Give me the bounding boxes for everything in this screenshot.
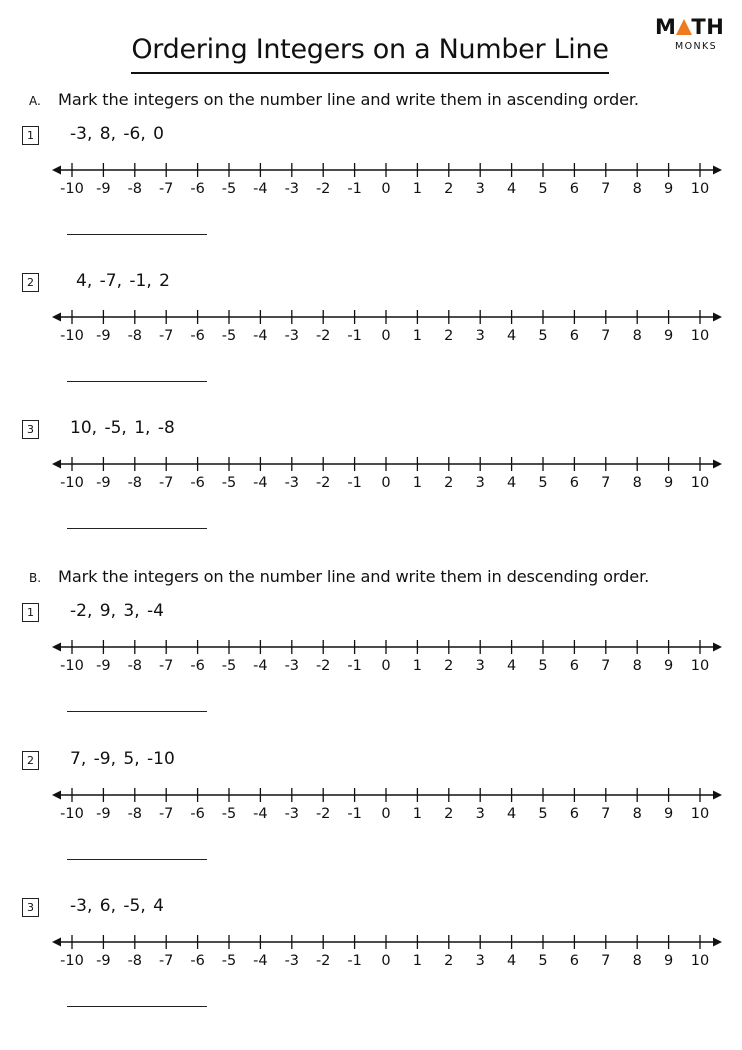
logo-letters-th: TH	[691, 15, 725, 39]
tick-label: 3	[475, 658, 485, 673]
tick-label: 10	[690, 658, 710, 673]
tick-label: 8	[632, 806, 642, 821]
tick-label: 4	[506, 806, 517, 821]
tick-label: -2	[315, 658, 331, 673]
tick-label: 9	[663, 658, 674, 673]
tick-label: 3	[475, 328, 485, 343]
answer-line[interactable]	[67, 381, 207, 382]
tick-label: -8	[127, 475, 143, 490]
tick-label: -3	[284, 475, 300, 490]
tick-label: 8	[632, 181, 642, 196]
tick-label: 7	[601, 328, 611, 343]
tick-label: -3	[284, 328, 300, 343]
tick-label: 0	[381, 658, 391, 673]
tick-label: 10	[690, 806, 710, 821]
tick-label: 4	[506, 328, 517, 343]
tick-label: -5	[221, 658, 237, 673]
tick-label: 2	[444, 475, 454, 490]
tick-label: -5	[221, 328, 237, 343]
tick-label: 1	[412, 475, 423, 490]
tick-label: -5	[221, 475, 237, 490]
tick-label: 2	[444, 658, 454, 673]
tick-label: 9	[663, 953, 674, 968]
tick-label: 1	[412, 181, 423, 196]
arrow-left-icon	[52, 643, 61, 652]
tick-label: -1	[347, 475, 362, 490]
tick-label: 4	[506, 953, 517, 968]
section-letter: B.	[29, 571, 42, 585]
tick-label: 7	[601, 953, 611, 968]
tick-label: 9	[663, 806, 674, 821]
tick-label: 0	[381, 328, 391, 343]
arrow-right-icon	[713, 938, 722, 947]
tick-label: 2	[444, 181, 454, 196]
tick-label: -6	[190, 475, 205, 490]
tick-label: 3	[475, 806, 485, 821]
title-underline	[131, 72, 609, 74]
tick-label: 3	[475, 953, 485, 968]
problem-integers: 7, -9, 5, -10	[70, 749, 175, 769]
tick-label: 4	[506, 181, 517, 196]
tick-label: 6	[569, 658, 580, 673]
tick-label: -4	[253, 328, 268, 343]
tick-label: -6	[190, 328, 205, 343]
tick-label: 10	[690, 328, 710, 343]
answer-line[interactable]	[67, 859, 207, 860]
tick-label: -1	[347, 181, 362, 196]
number-line	[50, 631, 730, 673]
tick-label: 7	[601, 806, 611, 821]
tick-label: -7	[158, 181, 174, 196]
tick-label: 7	[601, 181, 611, 196]
tick-label: 9	[663, 181, 674, 196]
section-a-header	[0, 88, 742, 114]
tick-label: -10	[60, 181, 84, 196]
tick-label: 2	[444, 953, 454, 968]
tick-label: -9	[96, 806, 111, 821]
tick-label: 5	[538, 475, 548, 490]
tick-label: -9	[96, 658, 111, 673]
number-line	[50, 154, 730, 196]
tick-label: -10	[60, 953, 84, 968]
tick-label: -5	[221, 953, 237, 968]
tick-label: 8	[632, 328, 642, 343]
tick-label: 4	[506, 658, 517, 673]
tick-label: 9	[663, 475, 674, 490]
tick-label: 1	[412, 328, 423, 343]
tick-label: -2	[315, 328, 331, 343]
tick-label: -7	[158, 328, 174, 343]
tick-label: 5	[538, 328, 548, 343]
tick-label: -9	[96, 181, 111, 196]
problem-a1	[0, 124, 742, 249]
section-letter: A.	[29, 94, 41, 108]
section-instruction: Mark the integers on the number line and write them in descending order.	[58, 567, 650, 586]
section-b-header	[0, 565, 742, 591]
tick-label: 0	[381, 953, 391, 968]
problem-b2	[0, 749, 742, 874]
tick-label: 5	[538, 953, 548, 968]
arrow-left-icon	[52, 460, 61, 469]
tick-label: -7	[158, 658, 174, 673]
arrow-right-icon	[713, 791, 722, 800]
tick-label: 2	[444, 806, 454, 821]
tick-label: -3	[284, 181, 300, 196]
number-line	[50, 779, 730, 821]
number-line	[50, 448, 730, 490]
triangle-icon	[676, 19, 692, 35]
tick-label: -10	[60, 658, 84, 673]
tick-label: -1	[347, 953, 362, 968]
section-instruction: Mark the integers on the number line and write them in ascending order.	[58, 90, 639, 109]
problem-a3	[0, 418, 742, 543]
problem-integers: -2, 9, 3, -4	[70, 601, 164, 621]
tick-label: 5	[538, 658, 548, 673]
tick-label: 8	[632, 475, 642, 490]
tick-label: -8	[127, 953, 143, 968]
tick-label: -6	[190, 806, 205, 821]
tick-label: -4	[253, 658, 268, 673]
tick-label: 0	[381, 475, 391, 490]
problem-integers: 4, -7, -1, 2	[76, 271, 170, 291]
tick-label: -9	[96, 475, 111, 490]
arrow-left-icon	[52, 938, 61, 947]
math-monks-logo	[655, 14, 727, 60]
tick-label: -8	[127, 181, 143, 196]
tick-label: 8	[632, 658, 642, 673]
answer-line[interactable]	[67, 528, 207, 529]
answer-line[interactable]	[67, 1006, 207, 1007]
problem-integers: -3, 6, -5, 4	[70, 896, 164, 916]
tick-label: -9	[96, 328, 111, 343]
problem-number-box: 2	[22, 273, 39, 292]
tick-label: 2	[444, 328, 454, 343]
tick-label: 10	[690, 475, 710, 490]
tick-label: 6	[569, 953, 580, 968]
tick-label: -4	[253, 806, 268, 821]
arrow-right-icon	[713, 460, 722, 469]
tick-label: -2	[315, 806, 331, 821]
tick-label: -5	[221, 181, 237, 196]
tick-label: -7	[158, 953, 174, 968]
tick-label: 9	[663, 328, 674, 343]
tick-label: 5	[538, 181, 548, 196]
tick-label: 3	[475, 181, 485, 196]
tick-label: -5	[221, 806, 237, 821]
tick-label: 6	[569, 328, 580, 343]
problem-b1	[0, 601, 742, 726]
tick-label: -1	[347, 806, 362, 821]
tick-label: 0	[381, 181, 391, 196]
tick-label: -3	[284, 953, 300, 968]
problem-number-box: 3	[22, 420, 39, 439]
problem-number-box: 3	[22, 898, 39, 917]
answer-line[interactable]	[67, 711, 207, 712]
tick-label: -8	[127, 806, 143, 821]
tick-label: 6	[569, 806, 580, 821]
number-line	[50, 926, 730, 968]
tick-label: -9	[96, 953, 111, 968]
arrow-right-icon	[713, 643, 722, 652]
tick-label: 3	[475, 475, 485, 490]
tick-label: 6	[569, 475, 580, 490]
tick-label: 5	[538, 806, 548, 821]
arrow-left-icon	[52, 166, 61, 175]
tick-label: -2	[315, 953, 331, 968]
tick-label: 8	[632, 953, 642, 968]
logo-subtitle: MONKS	[675, 41, 718, 52]
tick-label: -1	[347, 658, 362, 673]
tick-label: -2	[315, 181, 331, 196]
problem-number-box: 2	[22, 751, 39, 770]
tick-label: -2	[315, 475, 331, 490]
tick-label: -8	[127, 658, 143, 673]
problem-number-box: 1	[22, 126, 39, 145]
problem-integers: 10, -5, 1, -8	[70, 418, 175, 438]
problem-b3	[0, 896, 742, 1021]
answer-line[interactable]	[67, 234, 207, 235]
tick-label: -6	[190, 658, 205, 673]
arrow-right-icon	[713, 166, 722, 175]
tick-label: -7	[158, 806, 174, 821]
tick-label: 1	[412, 806, 423, 821]
tick-label: -6	[190, 181, 205, 196]
tick-label: -3	[284, 806, 300, 821]
tick-label: 10	[690, 953, 710, 968]
tick-label: -6	[190, 953, 205, 968]
problem-number-box: 1	[22, 603, 39, 622]
tick-label: -4	[253, 475, 268, 490]
arrow-left-icon	[52, 791, 61, 800]
tick-label: 7	[601, 475, 611, 490]
tick-label: -7	[158, 475, 174, 490]
arrow-right-icon	[713, 313, 722, 322]
tick-label: -10	[60, 475, 84, 490]
tick-label: 4	[506, 475, 517, 490]
page-title: Ordering Integers on a Number Line	[131, 34, 609, 65]
tick-label: 7	[601, 658, 611, 673]
tick-label: 1	[412, 658, 423, 673]
tick-label: -8	[127, 328, 143, 343]
logo-letter-m: M	[655, 15, 677, 39]
number-line	[50, 301, 730, 343]
tick-label: -1	[347, 328, 362, 343]
tick-label: 0	[381, 806, 391, 821]
tick-label: -3	[284, 658, 300, 673]
tick-label: 10	[690, 181, 710, 196]
problem-integers: -3, 8, -6, 0	[70, 124, 164, 144]
tick-label: -10	[60, 328, 84, 343]
tick-label: -10	[60, 806, 84, 821]
tick-label: 6	[569, 181, 580, 196]
arrow-left-icon	[52, 313, 61, 322]
tick-label: -4	[253, 181, 268, 196]
tick-label: 1	[412, 953, 423, 968]
tick-label: -4	[253, 953, 268, 968]
problem-a2	[0, 271, 742, 396]
